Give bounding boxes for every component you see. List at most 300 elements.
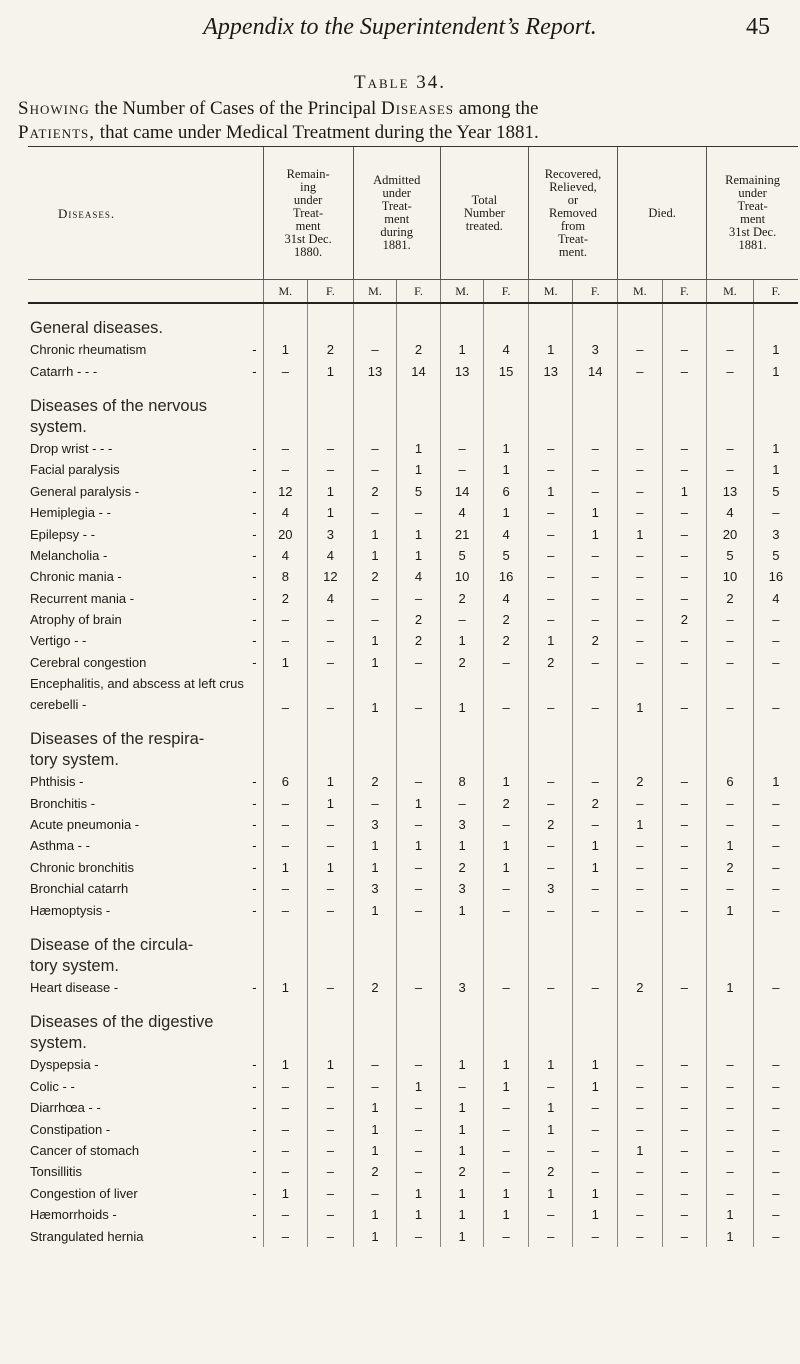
count-cell: – <box>662 588 707 609</box>
count-cell: 1 <box>707 977 754 998</box>
count-cell: – <box>573 977 618 998</box>
count-cell: 20 <box>707 523 754 544</box>
table-row <box>28 438 798 459</box>
count-cell: 2 <box>308 339 354 360</box>
count-cell: 1 <box>353 1097 397 1118</box>
count-cell: – <box>753 899 798 920</box>
count-cell: 1 <box>263 1054 308 1075</box>
running-header <box>0 14 800 48</box>
count-cell: – <box>662 438 707 459</box>
count-cell: 1 <box>484 835 529 856</box>
count-cell: – <box>662 1118 707 1139</box>
count-cell: – <box>662 459 707 480</box>
count-cell: – <box>618 339 663 360</box>
count-cell: – <box>263 1097 308 1118</box>
count-cell: – <box>484 1140 529 1161</box>
count-cell: – <box>308 652 354 673</box>
count-cell: 1 <box>440 339 484 360</box>
count-cell: – <box>573 1161 618 1182</box>
count-cell: – <box>484 814 529 835</box>
count-cell: 8 <box>440 771 484 792</box>
count-cell: 20 <box>263 523 308 544</box>
count-cell: 1 <box>353 652 397 673</box>
count-cell: – <box>753 652 798 673</box>
count-cell: – <box>707 1097 754 1118</box>
count-cell: – <box>753 792 798 813</box>
table-row <box>28 360 798 381</box>
count-cell: – <box>753 630 798 651</box>
count-cell: – <box>353 339 397 360</box>
count-cell: – <box>263 630 308 651</box>
count-cell: 2 <box>353 566 397 587</box>
count-cell: – <box>528 1204 573 1225</box>
count-cell: – <box>573 588 618 609</box>
table-row <box>28 566 798 587</box>
count-cell: – <box>353 502 397 523</box>
count-cell: – <box>707 360 754 381</box>
count-cell: – <box>753 1140 798 1161</box>
count-cell: 2 <box>440 1161 484 1182</box>
count-cell: 2 <box>440 652 484 673</box>
disease-name: Atrophy of brain - <box>30 612 257 628</box>
table-row <box>28 1140 798 1161</box>
table-row <box>28 630 798 651</box>
count-cell: – <box>753 1225 798 1246</box>
count-cell: – <box>528 438 573 459</box>
diseases-column-header: Diseases. <box>28 147 263 280</box>
count-cell: 1 <box>263 339 308 360</box>
count-cell: 3 <box>753 523 798 544</box>
count-cell: – <box>662 339 707 360</box>
count-cell: – <box>662 835 707 856</box>
disease-table <box>28 146 798 1247</box>
section-title: General diseases. <box>30 319 163 337</box>
column-group-header: Remain- ing under Treat- ment 31st Dec. 1880. <box>263 147 353 280</box>
count-cell: – <box>618 630 663 651</box>
count-cell: – <box>484 1161 529 1182</box>
count-cell: 4 <box>484 588 529 609</box>
count-cell: – <box>397 878 441 899</box>
count-cell: – <box>528 857 573 878</box>
count-cell: 1 <box>618 814 663 835</box>
count-cell: – <box>573 652 618 673</box>
count-cell: – <box>528 545 573 566</box>
count-cell: 1 <box>528 630 573 651</box>
count-cell: 4 <box>263 545 308 566</box>
count-cell: 1 <box>440 835 484 856</box>
count-cell: 2 <box>662 609 707 630</box>
count-cell: – <box>397 1118 441 1139</box>
male-header: M. <box>353 280 397 304</box>
count-cell: – <box>263 609 308 630</box>
count-cell: – <box>397 502 441 523</box>
count-cell: – <box>308 1097 354 1118</box>
disease-name: Chronic mania - - <box>30 569 257 585</box>
count-cell: 3 <box>440 878 484 899</box>
count-cell: 1 <box>484 857 529 878</box>
count-cell: 1 <box>353 523 397 544</box>
section-title: Diseases of the nervous system. <box>30 396 208 436</box>
count-cell: 1 <box>353 545 397 566</box>
page-number: 45 <box>746 14 770 40</box>
count-cell: – <box>662 502 707 523</box>
disease-name: Encephalitis, and abscess at left crus cerebelli - <box>30 676 244 713</box>
count-cell: 2 <box>573 630 618 651</box>
column-group-header: Died. <box>618 147 707 280</box>
female-header: F. <box>662 280 707 304</box>
count-cell: – <box>528 771 573 792</box>
table-row <box>28 835 798 856</box>
caption-text-2: among the <box>454 98 539 119</box>
count-cell: – <box>397 1140 441 1161</box>
count-cell: 1 <box>707 899 754 920</box>
disease-name: Catarrh - - - - <box>30 363 257 379</box>
count-cell: 1 <box>263 1183 308 1204</box>
count-cell: – <box>263 1140 308 1161</box>
count-cell: – <box>353 1054 397 1075</box>
column-group-header: Total Number treated. <box>440 147 528 280</box>
count-cell: 1 <box>484 502 529 523</box>
table-row <box>28 459 798 480</box>
count-cell: 2 <box>618 771 663 792</box>
count-cell: – <box>618 1097 663 1118</box>
count-cell: 1 <box>528 339 573 360</box>
count-cell: 5 <box>484 545 529 566</box>
disease-name: General paralysis - - <box>30 483 257 499</box>
count-cell: – <box>618 481 663 502</box>
disease-name: Recurrent mania - - <box>30 590 257 606</box>
count-cell: – <box>573 771 618 792</box>
count-cell: – <box>397 673 441 715</box>
disease-name: Bronchial catarrh - <box>30 881 257 897</box>
disease-name: Bronchitis - - <box>30 795 257 811</box>
count-cell: – <box>707 1161 754 1182</box>
count-cell: 3 <box>353 878 397 899</box>
count-cell: – <box>440 459 484 480</box>
count-cell: 1 <box>573 835 618 856</box>
disease-name: Hæmorrhoids - - <box>30 1207 257 1223</box>
count-cell: 2 <box>618 977 663 998</box>
disease-name: Chronic rheumatism - <box>30 342 257 358</box>
column-group-header: Recovered, Relieved, or Removed from Treat- ment. <box>528 147 617 280</box>
count-cell: 3 <box>308 523 354 544</box>
count-cell: 4 <box>753 588 798 609</box>
count-cell: 1 <box>484 1183 529 1204</box>
count-cell: 4 <box>440 502 484 523</box>
count-cell: – <box>353 588 397 609</box>
count-cell: – <box>528 1076 573 1097</box>
count-cell: 2 <box>353 771 397 792</box>
disease-name: Facial paralysis - <box>30 462 257 478</box>
count-cell: – <box>397 1054 441 1075</box>
count-cell: 1 <box>753 438 798 459</box>
count-cell: 2 <box>353 481 397 502</box>
count-cell: – <box>263 1204 308 1225</box>
count-cell: 1 <box>353 1140 397 1161</box>
disease-name: Phthisis - - <box>30 774 257 790</box>
count-cell: – <box>662 545 707 566</box>
count-cell: 6 <box>484 481 529 502</box>
count-cell: 1 <box>263 652 308 673</box>
count-cell: 1 <box>573 502 618 523</box>
count-cell: – <box>397 1097 441 1118</box>
count-cell: 1 <box>573 1054 618 1075</box>
count-cell: – <box>707 1118 754 1139</box>
count-cell: – <box>662 814 707 835</box>
table-row <box>28 1118 798 1139</box>
count-cell: – <box>573 673 618 715</box>
count-cell: 1 <box>397 792 441 813</box>
count-cell: – <box>753 1161 798 1182</box>
column-header-row <box>28 147 798 280</box>
count-cell: 1 <box>618 673 663 715</box>
count-cell: – <box>528 609 573 630</box>
count-cell: – <box>707 438 754 459</box>
count-cell: 1 <box>397 1204 441 1225</box>
table-row <box>28 339 798 360</box>
count-cell: 21 <box>440 523 484 544</box>
disease-name: Hemiplegia - - - <box>30 505 257 521</box>
count-cell: 1 <box>662 481 707 502</box>
count-cell: 13 <box>353 360 397 381</box>
count-cell: – <box>662 360 707 381</box>
count-cell: – <box>573 459 618 480</box>
count-cell: 10 <box>707 566 754 587</box>
count-cell: 2 <box>353 977 397 998</box>
table-row <box>28 814 798 835</box>
count-cell: – <box>308 1204 354 1225</box>
count-cell: 1 <box>440 673 484 715</box>
count-cell: – <box>573 566 618 587</box>
count-cell: – <box>573 438 618 459</box>
count-cell: – <box>263 438 308 459</box>
count-cell: 1 <box>573 1183 618 1204</box>
count-cell: – <box>618 1054 663 1075</box>
disease-name: Asthma - - - <box>30 838 257 854</box>
count-cell: – <box>618 459 663 480</box>
count-cell: – <box>662 523 707 544</box>
count-cell: – <box>397 857 441 878</box>
count-cell: 2 <box>528 652 573 673</box>
section-header-row <box>28 303 798 339</box>
count-cell: 16 <box>753 566 798 587</box>
male-header: M. <box>528 280 573 304</box>
count-cell: 5 <box>753 545 798 566</box>
count-cell: 1 <box>308 481 354 502</box>
count-cell: – <box>662 878 707 899</box>
count-cell: 1 <box>353 835 397 856</box>
disease-name: Hæmoptysis - - <box>30 902 257 918</box>
count-cell: 14 <box>440 481 484 502</box>
count-cell: – <box>484 673 529 715</box>
count-cell: 1 <box>753 339 798 360</box>
count-cell: – <box>753 857 798 878</box>
count-cell: 4 <box>484 339 529 360</box>
count-cell: 1 <box>308 771 354 792</box>
count-cell: 1 <box>528 1097 573 1118</box>
caption-diseases: Diseases <box>380 98 454 119</box>
count-cell: 1 <box>753 459 798 480</box>
count-cell: – <box>308 1225 354 1246</box>
disease-name: Strangulated hernia - <box>30 1228 257 1244</box>
count-cell: 1 <box>484 771 529 792</box>
count-cell: – <box>662 771 707 792</box>
count-cell: – <box>618 566 663 587</box>
count-cell: – <box>753 1054 798 1075</box>
count-cell: – <box>618 360 663 381</box>
count-cell: – <box>753 835 798 856</box>
count-cell: 1 <box>397 459 441 480</box>
count-cell: 3 <box>440 977 484 998</box>
count-cell: – <box>707 1054 754 1075</box>
disease-name: Melancholia - - <box>30 547 257 563</box>
count-cell: – <box>263 835 308 856</box>
table-row <box>28 1097 798 1118</box>
count-cell: – <box>397 771 441 792</box>
count-cell: 1 <box>440 1204 484 1225</box>
count-cell: – <box>662 1183 707 1204</box>
table-row <box>28 1183 798 1204</box>
count-cell: 1 <box>308 792 354 813</box>
count-cell: – <box>528 523 573 544</box>
count-cell: 1 <box>573 1204 618 1225</box>
count-cell: – <box>308 438 354 459</box>
count-cell: 1 <box>397 1183 441 1204</box>
count-cell: 3 <box>528 878 573 899</box>
count-cell: – <box>618 835 663 856</box>
count-cell: – <box>753 1118 798 1139</box>
count-cell: – <box>618 899 663 920</box>
count-cell: – <box>618 1161 663 1182</box>
table-row <box>28 977 798 998</box>
count-cell: 5 <box>397 481 441 502</box>
count-cell: – <box>263 459 308 480</box>
disease-name: Tonsillitis - <box>30 1164 257 1180</box>
count-cell: 4 <box>263 502 308 523</box>
disease-name: Diarrhœa - - - <box>30 1100 257 1116</box>
count-cell: – <box>308 1140 354 1161</box>
count-cell: 1 <box>353 857 397 878</box>
count-cell: – <box>308 459 354 480</box>
male-header: M. <box>440 280 484 304</box>
count-cell: – <box>263 360 308 381</box>
count-cell: 1 <box>528 1054 573 1075</box>
count-cell: 4 <box>308 588 354 609</box>
count-cell: 1 <box>308 360 354 381</box>
disease-name: Vertigo - - - <box>30 633 257 649</box>
count-cell: – <box>263 1118 308 1139</box>
count-cell: 1 <box>484 1076 529 1097</box>
count-cell: – <box>484 977 529 998</box>
count-cell: – <box>397 1161 441 1182</box>
count-cell: – <box>618 1118 663 1139</box>
table-row <box>28 1225 798 1246</box>
count-cell: 13 <box>528 360 573 381</box>
count-cell: 1 <box>753 360 798 381</box>
count-cell: 4 <box>397 566 441 587</box>
count-cell: – <box>753 609 798 630</box>
count-cell: – <box>397 814 441 835</box>
count-cell: – <box>440 609 484 630</box>
section-header-row <box>28 998 798 1054</box>
table-row <box>28 523 798 544</box>
count-cell: – <box>573 1140 618 1161</box>
count-cell: 2 <box>484 609 529 630</box>
count-cell: – <box>484 1118 529 1139</box>
caption-lead: Showing <box>18 98 90 119</box>
count-cell: 2 <box>528 814 573 835</box>
count-cell: 1 <box>440 1183 484 1204</box>
count-cell: – <box>662 1140 707 1161</box>
count-cell: – <box>353 438 397 459</box>
count-cell: 1 <box>353 1118 397 1139</box>
female-header: F. <box>573 280 618 304</box>
count-cell: – <box>618 1076 663 1097</box>
count-cell: – <box>662 1161 707 1182</box>
count-cell: – <box>662 630 707 651</box>
disease-name: Cancer of stomach - <box>30 1142 257 1158</box>
section-title: Diseases of the respira- tory system. <box>30 730 205 770</box>
count-cell: 1 <box>440 1225 484 1246</box>
table-row <box>28 899 798 920</box>
count-cell: – <box>308 814 354 835</box>
count-cell: 1 <box>573 523 618 544</box>
table-caption <box>18 97 798 145</box>
count-cell: 1 <box>753 771 798 792</box>
table-row <box>28 1161 798 1182</box>
count-cell: – <box>618 792 663 813</box>
count-cell: – <box>397 977 441 998</box>
count-cell: – <box>753 673 798 715</box>
table-row <box>28 1054 798 1075</box>
section-header-row <box>28 921 798 977</box>
count-cell: 1 <box>397 523 441 544</box>
count-cell: 1 <box>484 1204 529 1225</box>
count-cell: 1 <box>528 1183 573 1204</box>
count-cell: – <box>662 899 707 920</box>
count-cell: – <box>308 1183 354 1204</box>
count-cell: – <box>528 977 573 998</box>
table-row <box>28 878 798 899</box>
count-cell: 13 <box>707 481 754 502</box>
count-cell: – <box>707 609 754 630</box>
count-cell: 2 <box>353 1161 397 1182</box>
disease-name: Colic - - - <box>30 1078 257 1094</box>
section-title: Disease of the circula- tory system. <box>30 935 194 975</box>
table-row <box>28 792 798 813</box>
count-cell: 2 <box>263 588 308 609</box>
disease-name: Heart disease - - <box>30 980 257 995</box>
count-cell: 3 <box>440 814 484 835</box>
count-cell: 1 <box>573 1076 618 1097</box>
count-cell: 4 <box>308 545 354 566</box>
disease-name: Cerebral congestion - <box>30 654 257 670</box>
count-cell: 1 <box>353 673 397 715</box>
count-cell: – <box>484 1225 529 1246</box>
count-cell: 1 <box>308 857 354 878</box>
count-cell: – <box>618 502 663 523</box>
count-cell: – <box>707 1183 754 1204</box>
table-row <box>28 502 798 523</box>
count-cell: – <box>528 502 573 523</box>
count-cell: 1 <box>618 523 663 544</box>
count-cell: 2 <box>707 588 754 609</box>
count-cell: 6 <box>707 771 754 792</box>
section-title: Diseases of the digestive system. <box>30 1013 214 1053</box>
count-cell: – <box>263 878 308 899</box>
count-cell: – <box>753 977 798 998</box>
count-cell: – <box>618 1225 663 1246</box>
